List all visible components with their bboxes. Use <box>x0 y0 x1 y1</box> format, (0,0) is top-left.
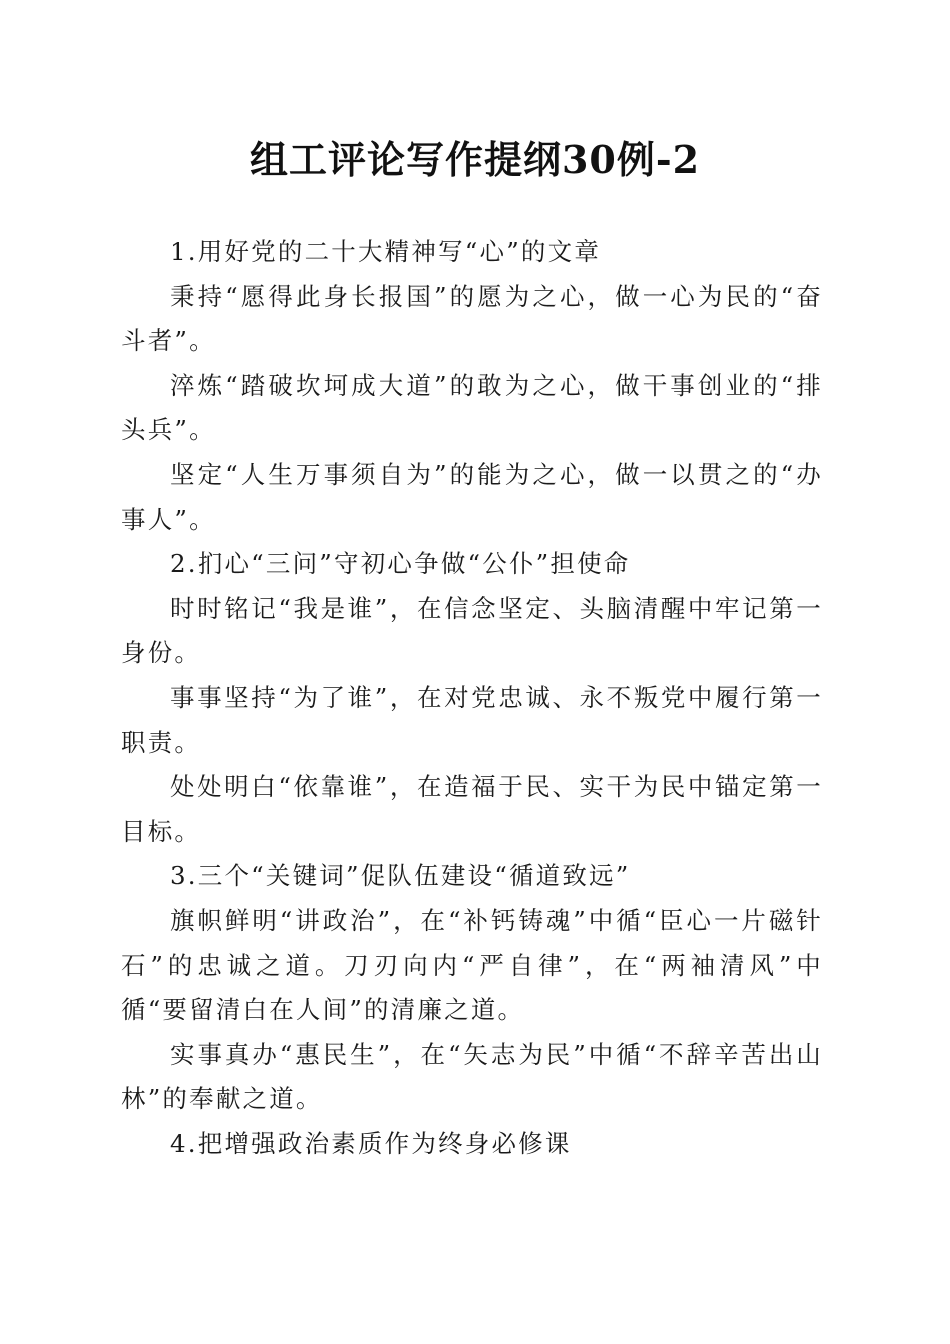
paragraph: 处处明白“依靠谁”，在造福于民、实干为民中锚定第一目标。 <box>121 772 823 846</box>
paragraph: 坚定“人生万事须自为”的能为之心，做一以贯之的“办事人”。 <box>121 459 823 534</box>
paragraph: 事事坚持“为了谁”，在对党忠诚、永不叛党中履行第一职责。 <box>121 682 823 757</box>
paragraph: 实事真办“惠民生”，在“矢志为民”中循“不辞辛苦出山林”的奉献之道。 <box>121 1039 823 1114</box>
document-body <box>121 230 823 1166</box>
section-heading-4: 4.把增强政治素质作为终身必修课 <box>170 1128 572 1158</box>
paragraph: 时时铭记“我是谁”，在信念坚定、头脑清醒中牢记第一身份。 <box>121 593 823 668</box>
section-heading-1: 1.用好党的二十大精神写“心”的文章 <box>170 237 602 266</box>
section-heading-2: 2.扪心“三问”守初心争做“公仆”担使命 <box>170 549 631 579</box>
section-heading-3: 3.三个“关键词”促队伍建设“循道致远” <box>170 861 631 891</box>
paragraph: 旗帜鲜明“讲政治”，在“补钙铸魂”中循“臣心一片磁针石”的忠诚之道。刀刃向内“严自律”，在“两袖清风”中循“要留清白在人间”的清廉之道。 <box>121 905 823 1025</box>
paragraph: 秉持“愿得此身长报国”的愿为之心，做一心为民的“奋斗者”。 <box>121 281 823 356</box>
paragraph: 淬炼“踏破坎坷成大道”的敢为之心，做干事创业的“排头兵”。 <box>121 370 823 445</box>
document-title: 组工评论写作提纲30例-2 <box>249 137 701 182</box>
